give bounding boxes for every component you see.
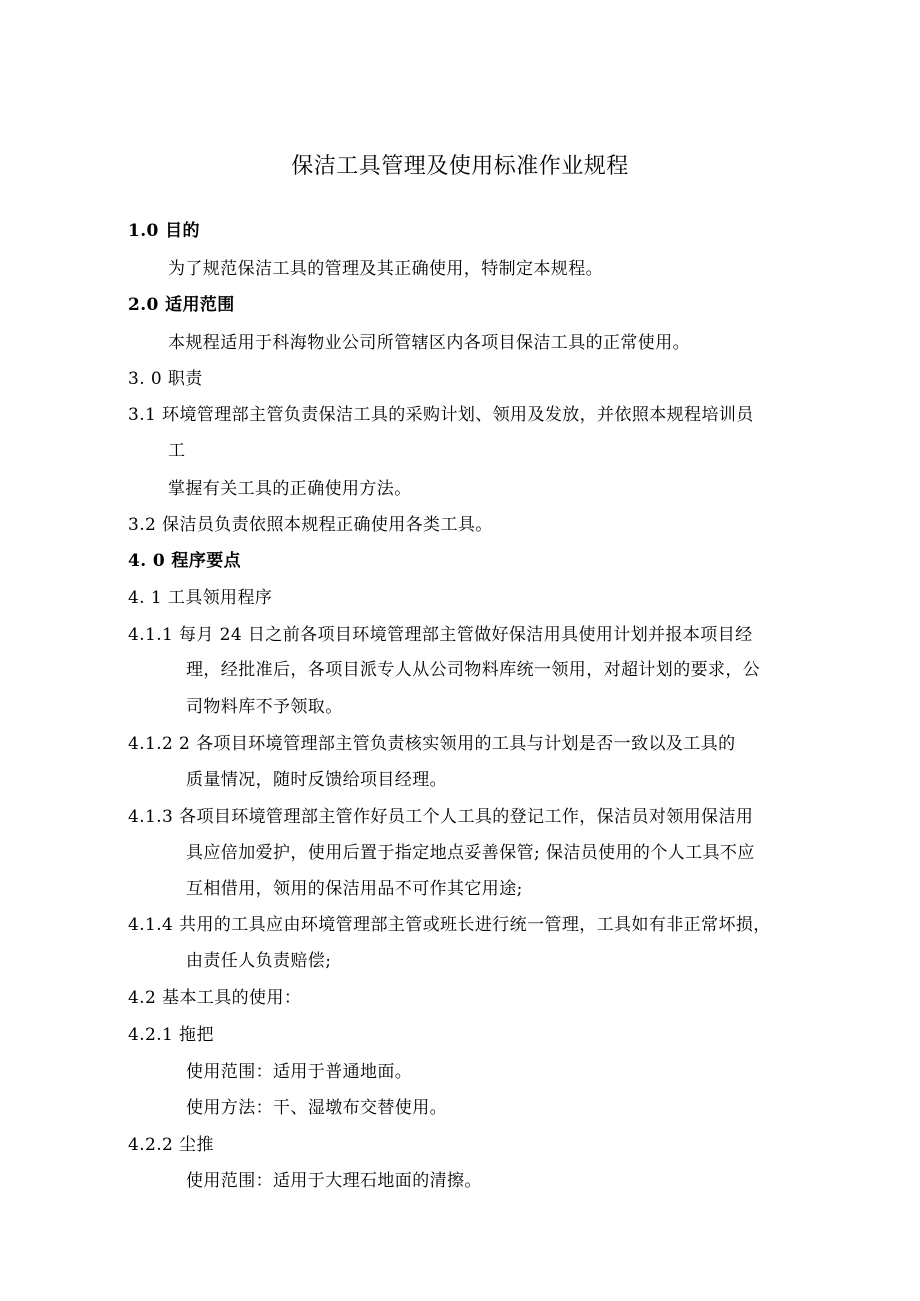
paragraph-line: 3.2 保洁员负责依照本规程正确使用各类工具。 [128, 515, 493, 535]
paragraph-line: 使用方法：干、湿墩布交替使用。 [186, 1098, 447, 1118]
paragraph-line: 3.1 环境管理部主管负责保洁工具的采购计划、领用及发放，并依照本规程培训员 [128, 405, 754, 425]
subsection-heading: 4. 1 工具领用程序 [128, 588, 273, 608]
paragraph-line: 4.1.3 各项目环境管理部主管作好员工个人工具的登记工作，保洁员对领用保洁用 [128, 807, 754, 827]
paragraph-line: 质量情况，随时反馈给项目经理。 [186, 770, 447, 790]
paragraph-line: 具应倍加爱护，使用后置于指定地点妥善保管; 保洁员使用的个人工具不应 [186, 843, 755, 863]
page-title: 保洁工具管理及使用标准作业规程 [291, 154, 629, 179]
paragraph-line: 司物料库不予领取。 [186, 697, 343, 717]
paragraph-line: 理，经批准后，各项目派专人从公司物料库统一领用，对超计划的要求，公 [186, 660, 761, 680]
section-heading-4: 4. 0 程序要点 [128, 551, 242, 571]
paragraph-line: 由责任人负责赔偿; [186, 951, 332, 971]
subsection-heading: 4.2.2 尘推 [128, 1135, 214, 1155]
paragraph-line: 工 [168, 441, 186, 461]
subsection-heading: 4.2 基本工具的使用： [128, 988, 302, 1008]
paragraph-line: 4.1.1 每月 24 日之前各项目环境管理部主管做好保洁用具使用计划并报本项目经 [128, 625, 753, 645]
paragraph-line: 4.1.2 2 各项目环境管理部主管负责核实领用的工具与计划是否一致以及工具的 [128, 734, 736, 754]
section-heading-2: 2.0 适用范围 [128, 295, 235, 315]
subsection-heading: 4.2.1 拖把 [128, 1025, 214, 1045]
paragraph-line: 使用范围：适用于大理石地面的清擦。 [186, 1171, 482, 1191]
paragraph-line: 本规程适用于科海物业公司所管辖区内各项目保洁工具的正常使用。 [168, 333, 690, 353]
section-heading-1: 1.0 目的 [128, 221, 200, 241]
paragraph-line: 互相借用，领用的保洁用品不可作其它用途; [186, 879, 523, 899]
paragraph-line: 使用范围：适用于普通地面。 [186, 1062, 413, 1082]
paragraph-line: 4.1.4 共用的工具应由环境管理部主管或班长进行统一管理，工具如有非正常坏损， [128, 915, 771, 935]
section-heading-3: 3. 0 职责 [128, 369, 203, 389]
paragraph-line: 为了规范保洁工具的管理及其正确使用，特制定本规程。 [168, 259, 603, 279]
paragraph-line: 掌握有关工具的正确使用方法。 [168, 479, 412, 499]
